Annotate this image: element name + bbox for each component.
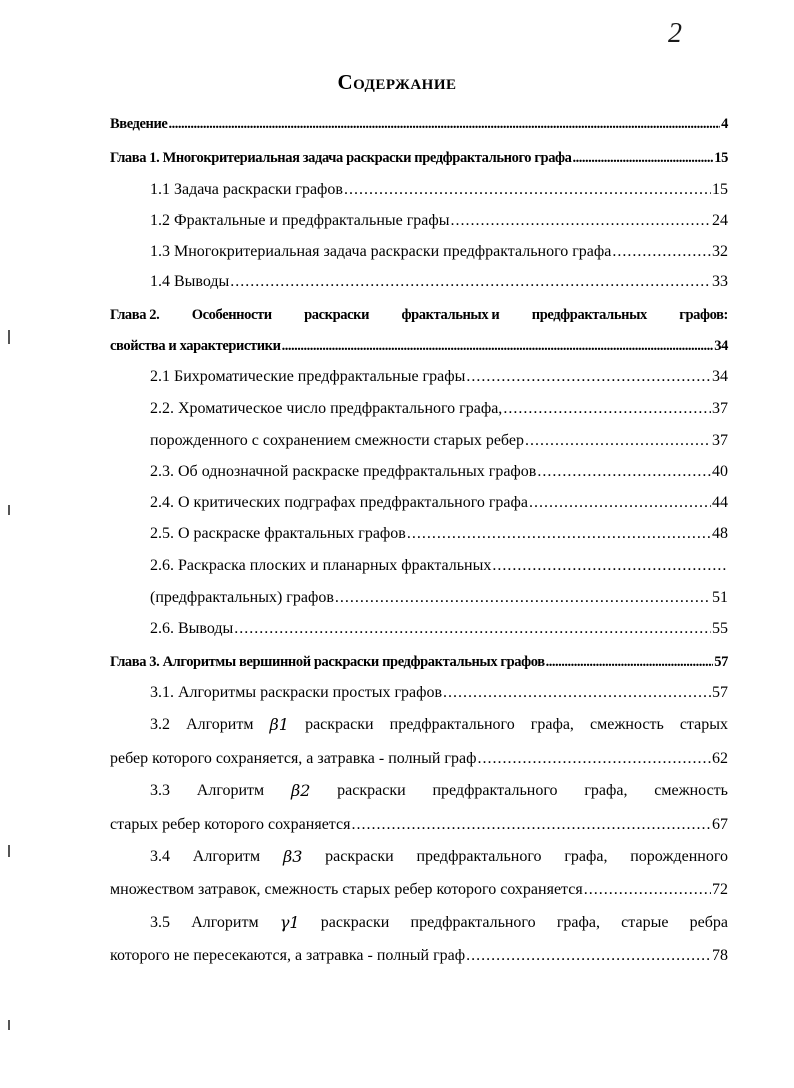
leader-dots [546, 652, 714, 672]
toc-page-number: 33 [712, 273, 728, 290]
leader-dots [584, 880, 711, 900]
word: раскраски [337, 782, 406, 799]
toc-entry-text: свойства и характеристики [110, 338, 281, 354]
word: Глава 2. [110, 307, 160, 323]
toc-entry-2-3[interactable] [150, 452, 728, 482]
word: Алгоритм [186, 716, 254, 733]
toc-entry-1-1[interactable] [150, 170, 728, 200]
toc-entry-text [150, 913, 728, 933]
word: графа, [556, 914, 600, 931]
toc-page-number: 78 [712, 947, 728, 964]
word: раскраски [305, 716, 374, 733]
scan-artifact [8, 1020, 10, 1030]
word: предфрактального [432, 782, 558, 799]
word: раскраски [304, 307, 370, 323]
toc-entry-text: ребер которого сохраняется, а затравка - полный граф [110, 750, 477, 767]
leader-dots [351, 815, 711, 835]
toc-entry-2-5[interactable] [150, 514, 728, 544]
toc-page-number: 40 [712, 463, 728, 480]
toc-entry-chapter-1[interactable] [110, 138, 728, 168]
toc-entry-text: 2.2. Хроматическое число предфрактального графа, [150, 400, 503, 417]
toc-entry-text [150, 715, 728, 735]
toc-entry-text: которого не пересекаются, а затравка - полный граф [110, 947, 466, 964]
algorithm-symbol: β1 [269, 715, 289, 734]
toc-page-number: 57 [712, 684, 728, 701]
toc-page-number: 51 [712, 589, 728, 606]
toc-entry-3-2-line-2[interactable] [110, 739, 728, 769]
word: ребра [689, 914, 728, 931]
algorithm-symbol: β3 [282, 847, 303, 866]
toc-entry-text: Глава 3. Алгоритмы вершинной раскраски предфрактальных графов [110, 654, 545, 670]
toc-entry-text [150, 781, 728, 801]
word: раскраски [325, 848, 394, 865]
leader-dots [168, 114, 720, 134]
toc-page-number: 34 [714, 338, 728, 354]
word: графа, [564, 848, 608, 865]
toc-entry-intro[interactable] [110, 104, 728, 134]
toc-entry-text: 2.1 Бихроматические предфрактальные графы [150, 368, 466, 385]
word: 3.2 [150, 716, 170, 733]
toc-entry-3-4-line-1[interactable] [150, 837, 728, 867]
toc-page-number: 24 [712, 212, 728, 229]
leader-dots [230, 272, 711, 292]
toc-entry-chapter-2-line-2[interactable] [110, 326, 728, 356]
leader-dots [477, 749, 711, 769]
toc-page-number: 4 [721, 116, 728, 132]
toc-entry-3-1[interactable] [150, 673, 728, 703]
toc-page-number: 32 [712, 243, 728, 260]
toc-entry-chapter-2-line-1[interactable] [110, 295, 728, 325]
toc-page-number: 72 [712, 881, 728, 898]
toc-entry-text: 2.3. Об однозначной раскраске предфрактальных графов [150, 463, 537, 480]
toc-entry-text: 3.1. Алгоритмы раскраски простых графов [150, 684, 443, 701]
word: Алгоритм [192, 848, 261, 865]
toc-entry-1-2[interactable] [150, 201, 728, 231]
toc-entry-text: 2.4. О критических подграфах предфрактального графа [150, 494, 528, 511]
scan-artifact [8, 845, 10, 857]
toc-entry-3-2-line-1[interactable] [150, 705, 728, 735]
algorithm-symbol: γ1 [279, 913, 300, 932]
toc-entry-2-4[interactable] [150, 483, 728, 513]
toc-entry-text: порожденного с сохранением смежности старых ребер [150, 432, 524, 449]
leader-dots [335, 588, 711, 608]
leader-dots [443, 683, 711, 703]
toc-entry-2-2-line-1[interactable] [150, 389, 728, 419]
toc-entry-text: Глава 1. Многокритериальная задача раскраски предфрактального графа [110, 150, 572, 166]
leader-dots [492, 556, 727, 576]
toc-page-number: 55 [712, 620, 728, 637]
toc-entry-text: 2.6. Выводы [150, 620, 234, 637]
leader-dots [407, 524, 711, 544]
toc-page-number: 44 [712, 494, 728, 511]
word: раскраски [320, 914, 390, 931]
word: 3.5 [150, 914, 170, 931]
leader-dots [537, 462, 711, 482]
leader-dots [525, 431, 711, 451]
toc-entry-2-2-line-2[interactable] [150, 421, 728, 451]
toc-page-number: 67 [712, 816, 728, 833]
toc-entry-3-5-line-2[interactable] [110, 936, 728, 966]
toc-entry-text: 1.4 Выводы [150, 273, 230, 290]
word: старые [621, 914, 669, 931]
leader-dots [344, 180, 711, 200]
word: предфрактального [389, 716, 515, 733]
word: графов: [679, 307, 728, 323]
toc-entry-2-6-conclusions[interactable] [150, 609, 728, 639]
word: предфрактального [416, 848, 542, 865]
word: графа, [584, 782, 628, 799]
leader-dots [466, 367, 711, 387]
toc-entry-text: 1.1 Задача раскраски графов [150, 181, 343, 198]
toc-page-number: 57 [714, 654, 728, 670]
toc-page-number: 37 [712, 432, 728, 449]
word: Алгоритм [191, 914, 259, 931]
algorithm-symbol: β2 [290, 781, 311, 800]
toc-entry-text: 1.3 Многокритериальная задача раскраски предфрактального графа [150, 243, 612, 260]
page-number: 2 [668, 18, 682, 49]
word: 3.4 [150, 848, 170, 865]
toc-entry-1-4[interactable] [150, 262, 728, 292]
scan-artifact [8, 505, 10, 515]
word: смежность [654, 782, 728, 799]
toc-entry-text: множеством затравок, смежность старых ребер которого сохраняется [110, 881, 583, 898]
page-title: Содержание [337, 70, 457, 94]
leader-dots [234, 619, 711, 639]
toc-page-number: 37 [712, 400, 728, 417]
toc-entry-2-6-line-1[interactable] [150, 546, 728, 576]
leader-dots [503, 399, 711, 419]
word: 3.3 [150, 782, 170, 799]
toc-entry-3-5-line-1[interactable] [150, 903, 728, 933]
toc-page-number: 15 [712, 181, 728, 198]
word: предфрактальных [531, 307, 647, 323]
scan-artifact [8, 330, 10, 344]
toc-entry-2-1[interactable] [150, 357, 728, 387]
toc-entry-chapter-3[interactable] [110, 642, 728, 672]
leader-dots [573, 148, 714, 168]
word: графа, [530, 716, 574, 733]
word: предфрактального [410, 914, 536, 931]
toc-entry-text: 1.2 Фрактальные и предфрактальные графы [150, 212, 450, 229]
leader-dots [282, 336, 714, 356]
toc-entry-text: Введение [110, 116, 168, 132]
word: Особенности [191, 307, 272, 323]
toc-page-number: 34 [712, 368, 728, 385]
toc-entry-text [150, 847, 728, 867]
word: порожденного [630, 848, 728, 865]
toc-entry-text: 2.5. О раскраске фрактальных графов [150, 525, 406, 542]
word: фрактальных и [401, 307, 500, 323]
toc-page-number: 15 [714, 150, 728, 166]
toc-entry-text: старых ребер которого сохраняется [110, 816, 351, 833]
toc-page-number: 62 [712, 750, 728, 767]
toc-entry-text [110, 305, 728, 325]
toc-entry-text: (предфрактальных) графов [150, 589, 334, 606]
leader-dots [451, 211, 711, 231]
toc-page-number: 48 [712, 525, 728, 542]
toc-entry-3-4-line-2[interactable] [110, 870, 728, 900]
leader-dots [466, 946, 711, 966]
word: Алгоритм [196, 782, 265, 799]
word: смежность [590, 716, 664, 733]
word: старых [679, 716, 728, 733]
toc-entry-text: 2.6. Раскраска плоских и планарных фрактальных [150, 557, 492, 574]
toc-entry-1-3[interactable] [150, 232, 728, 262]
toc-entry-3-3-line-2[interactable] [110, 805, 728, 835]
leader-dots [612, 242, 711, 262]
toc-entry-3-3-line-1[interactable] [150, 771, 728, 801]
leader-dots [529, 493, 711, 513]
toc-entry-2-6-line-2[interactable] [150, 578, 728, 608]
